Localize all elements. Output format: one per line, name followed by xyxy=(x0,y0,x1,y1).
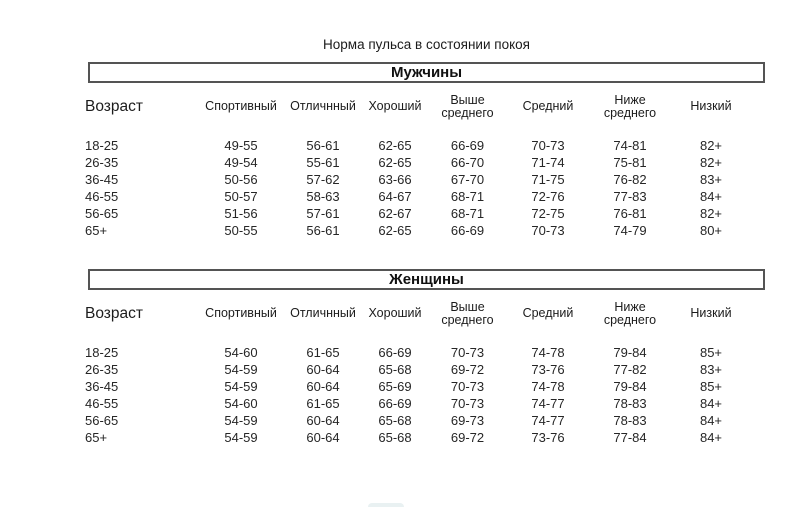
age-cell: 46-55 xyxy=(85,396,119,411)
pulse-range-cell: 84+ xyxy=(699,413,723,428)
pulse-range-cell: 82+ xyxy=(699,206,723,221)
pulse-range-cell: 83+ xyxy=(699,362,723,377)
section-header-men xyxy=(88,62,765,83)
section-header-label: Женщины xyxy=(389,271,464,288)
table-header-men xyxy=(85,83,752,124)
pulse-range-cell: 85+ xyxy=(699,345,723,360)
pulse-range-cell: 84+ xyxy=(699,396,723,411)
pulse-table-men xyxy=(85,83,752,239)
age-cell: 36-45 xyxy=(85,379,119,394)
age-cell: 56-65 xyxy=(85,206,119,221)
pulse-range-cell: 55-61 xyxy=(306,155,340,170)
pulse-range-cell: 50-55 xyxy=(224,223,258,238)
pulse-range-cell: 68-71 xyxy=(450,206,485,221)
table-row xyxy=(85,124,752,154)
pulse-range-cell: 84+ xyxy=(699,189,723,204)
pulse-range-cell: 54-59 xyxy=(224,430,258,445)
age-cell: 46-55 xyxy=(85,189,119,204)
pulse-range-cell: 62-67 xyxy=(378,206,412,221)
pulse-range-cell: 69-72 xyxy=(450,362,485,377)
table-row xyxy=(85,412,752,429)
column-header-average: Средний xyxy=(522,306,574,321)
pulse-range-cell: 71-75 xyxy=(531,172,565,187)
pulse-range-cell: 54-59 xyxy=(224,362,258,377)
pulse-range-cell: 74-77 xyxy=(531,413,565,428)
pulse-range-cell: 49-54 xyxy=(224,155,258,170)
pulse-range-cell: 60-64 xyxy=(306,379,340,394)
pulse-range-cell: 77-83 xyxy=(613,189,647,204)
pulse-range-cell: 50-57 xyxy=(224,189,258,204)
age-cell: 65+ xyxy=(85,223,108,238)
pulse-range-cell: 69-73 xyxy=(450,413,485,428)
column-header-excellent: Отличнный xyxy=(290,306,356,321)
pulse-range-cell: 63-66 xyxy=(378,172,412,187)
pulse-range-cell: 79-84 xyxy=(613,379,647,394)
pulse-range-cell: 82+ xyxy=(699,138,723,153)
pulse-range-cell: 60-64 xyxy=(306,430,340,445)
column-header-above-average: Выше среднего xyxy=(441,92,494,120)
pulse-range-cell: 65-68 xyxy=(378,362,412,377)
title-wrap xyxy=(88,0,765,53)
table-body-men xyxy=(85,124,752,239)
pulse-range-cell: 61-65 xyxy=(306,345,340,360)
pulse-range-cell: 54-60 xyxy=(224,345,258,360)
pulse-range-cell: 56-61 xyxy=(306,138,340,153)
pulse-range-cell: 84+ xyxy=(699,430,723,445)
table-row xyxy=(85,205,752,222)
table-row xyxy=(85,171,752,188)
pulse-range-cell: 66-70 xyxy=(450,155,485,170)
pulse-range-cell: 64-67 xyxy=(378,189,412,204)
pulse-range-cell: 70-73 xyxy=(450,379,485,394)
table-row xyxy=(85,222,752,239)
pulse-range-cell: 75-81 xyxy=(613,155,647,170)
pulse-range-cell: 66-69 xyxy=(450,223,485,238)
pulse-range-cell: 60-64 xyxy=(306,413,340,428)
column-header-good: Хороший xyxy=(368,306,422,321)
pulse-range-cell: 78-83 xyxy=(613,396,647,411)
pulse-range-cell: 82+ xyxy=(699,155,723,170)
pulse-range-cell: 57-62 xyxy=(306,172,340,187)
pulse-range-cell: 77-84 xyxy=(613,430,647,445)
table-row xyxy=(85,429,752,446)
pulse-range-cell: 76-81 xyxy=(613,206,647,221)
section-header-label: Мужчины xyxy=(390,64,463,81)
age-cell: 36-45 xyxy=(85,172,119,187)
pulse-range-cell: 65-69 xyxy=(378,379,412,394)
pulse-range-cell: 62-65 xyxy=(378,155,412,170)
table-row xyxy=(85,395,752,412)
pulse-range-cell: 61-65 xyxy=(306,396,340,411)
pulse-table-women xyxy=(85,290,752,446)
pulse-range-cell: 80+ xyxy=(699,223,723,238)
column-header-below-average: Ниже среднего xyxy=(603,299,657,327)
pulse-range-cell: 50-56 xyxy=(224,172,258,187)
pulse-range-cell: 76-82 xyxy=(613,172,647,187)
pulse-range-cell: 62-65 xyxy=(378,223,412,238)
section-header-women xyxy=(88,269,765,290)
section-men xyxy=(0,62,790,239)
pulse-range-cell: 54-60 xyxy=(224,396,258,411)
table-row xyxy=(85,154,752,171)
age-cell: 26-35 xyxy=(85,362,119,377)
age-cell: 18-25 xyxy=(85,138,119,153)
pulse-range-cell: 74-81 xyxy=(613,138,647,153)
cutoff-artifact xyxy=(368,503,404,507)
column-header-low: Низкий xyxy=(690,306,732,321)
pulse-range-cell: 70-73 xyxy=(450,345,485,360)
pulse-range-cell: 56-61 xyxy=(306,223,340,238)
table-header-women xyxy=(85,290,752,331)
pulse-range-cell: 58-63 xyxy=(306,189,340,204)
pulse-range-cell: 62-65 xyxy=(378,138,412,153)
pulse-range-cell: 65-68 xyxy=(378,430,412,445)
pulse-range-cell: 72-75 xyxy=(531,206,565,221)
table-row xyxy=(85,361,752,378)
pulse-range-cell: 71-74 xyxy=(531,155,565,170)
pulse-range-cell: 68-71 xyxy=(450,189,485,204)
pulse-range-cell: 66-69 xyxy=(450,138,485,153)
age-cell: 26-35 xyxy=(85,155,119,170)
pulse-range-cell: 79-84 xyxy=(613,345,647,360)
pulse-range-cell: 74-78 xyxy=(531,345,565,360)
column-header-above-average: Выше среднего xyxy=(441,299,494,327)
column-header-below-average: Ниже среднего xyxy=(603,92,657,120)
pulse-range-cell: 51-56 xyxy=(224,206,258,221)
column-header-age: Возраст xyxy=(85,305,143,323)
column-header-good: Хороший xyxy=(368,99,422,114)
pulse-range-cell: 73-76 xyxy=(531,430,565,445)
pulse-range-cell: 72-76 xyxy=(531,189,565,204)
pulse-range-cell: 74-77 xyxy=(531,396,565,411)
pulse-range-cell: 60-64 xyxy=(306,362,340,377)
pulse-range-cell: 69-72 xyxy=(450,430,485,445)
pulse-range-cell: 67-70 xyxy=(450,172,485,187)
pulse-range-cell: 78-83 xyxy=(613,413,647,428)
age-cell: 56-65 xyxy=(85,413,119,428)
column-header-excellent: Отличнный xyxy=(290,99,356,114)
pulse-range-cell: 66-69 xyxy=(378,345,412,360)
pulse-range-cell: 73-76 xyxy=(531,362,565,377)
table-row xyxy=(85,331,752,361)
age-cell: 18-25 xyxy=(85,345,119,360)
pulse-range-cell: 77-82 xyxy=(613,362,647,377)
header-row xyxy=(85,83,752,124)
column-header-low: Низкий xyxy=(690,99,732,114)
pulse-range-cell: 66-69 xyxy=(378,396,412,411)
pulse-range-cell: 74-79 xyxy=(613,223,647,238)
pulse-range-cell: 74-78 xyxy=(531,379,565,394)
pulse-range-cell: 54-59 xyxy=(224,379,258,394)
column-header-athletic: Спортивный xyxy=(205,99,277,114)
pulse-range-cell: 85+ xyxy=(699,379,723,394)
section-women xyxy=(0,269,790,446)
table-row xyxy=(85,188,752,205)
pulse-range-cell: 49-55 xyxy=(224,138,258,153)
page-title: Норма пульса в состоянии покоя xyxy=(323,37,530,52)
column-header-average: Средний xyxy=(522,99,574,114)
pulse-range-cell: 70-73 xyxy=(531,223,565,238)
pulse-range-cell: 65-68 xyxy=(378,413,412,428)
age-cell: 65+ xyxy=(85,430,108,445)
pulse-range-cell: 57-61 xyxy=(306,206,340,221)
pulse-range-cell: 83+ xyxy=(699,172,723,187)
header-row xyxy=(85,290,752,331)
column-header-age: Возраст xyxy=(85,98,143,116)
pulse-range-cell: 70-73 xyxy=(531,138,565,153)
pulse-range-cell: 54-59 xyxy=(224,413,258,428)
table-row xyxy=(85,378,752,395)
column-header-athletic: Спортивный xyxy=(205,306,277,321)
pulse-range-cell: 70-73 xyxy=(450,396,485,411)
table-body-women xyxy=(85,331,752,446)
